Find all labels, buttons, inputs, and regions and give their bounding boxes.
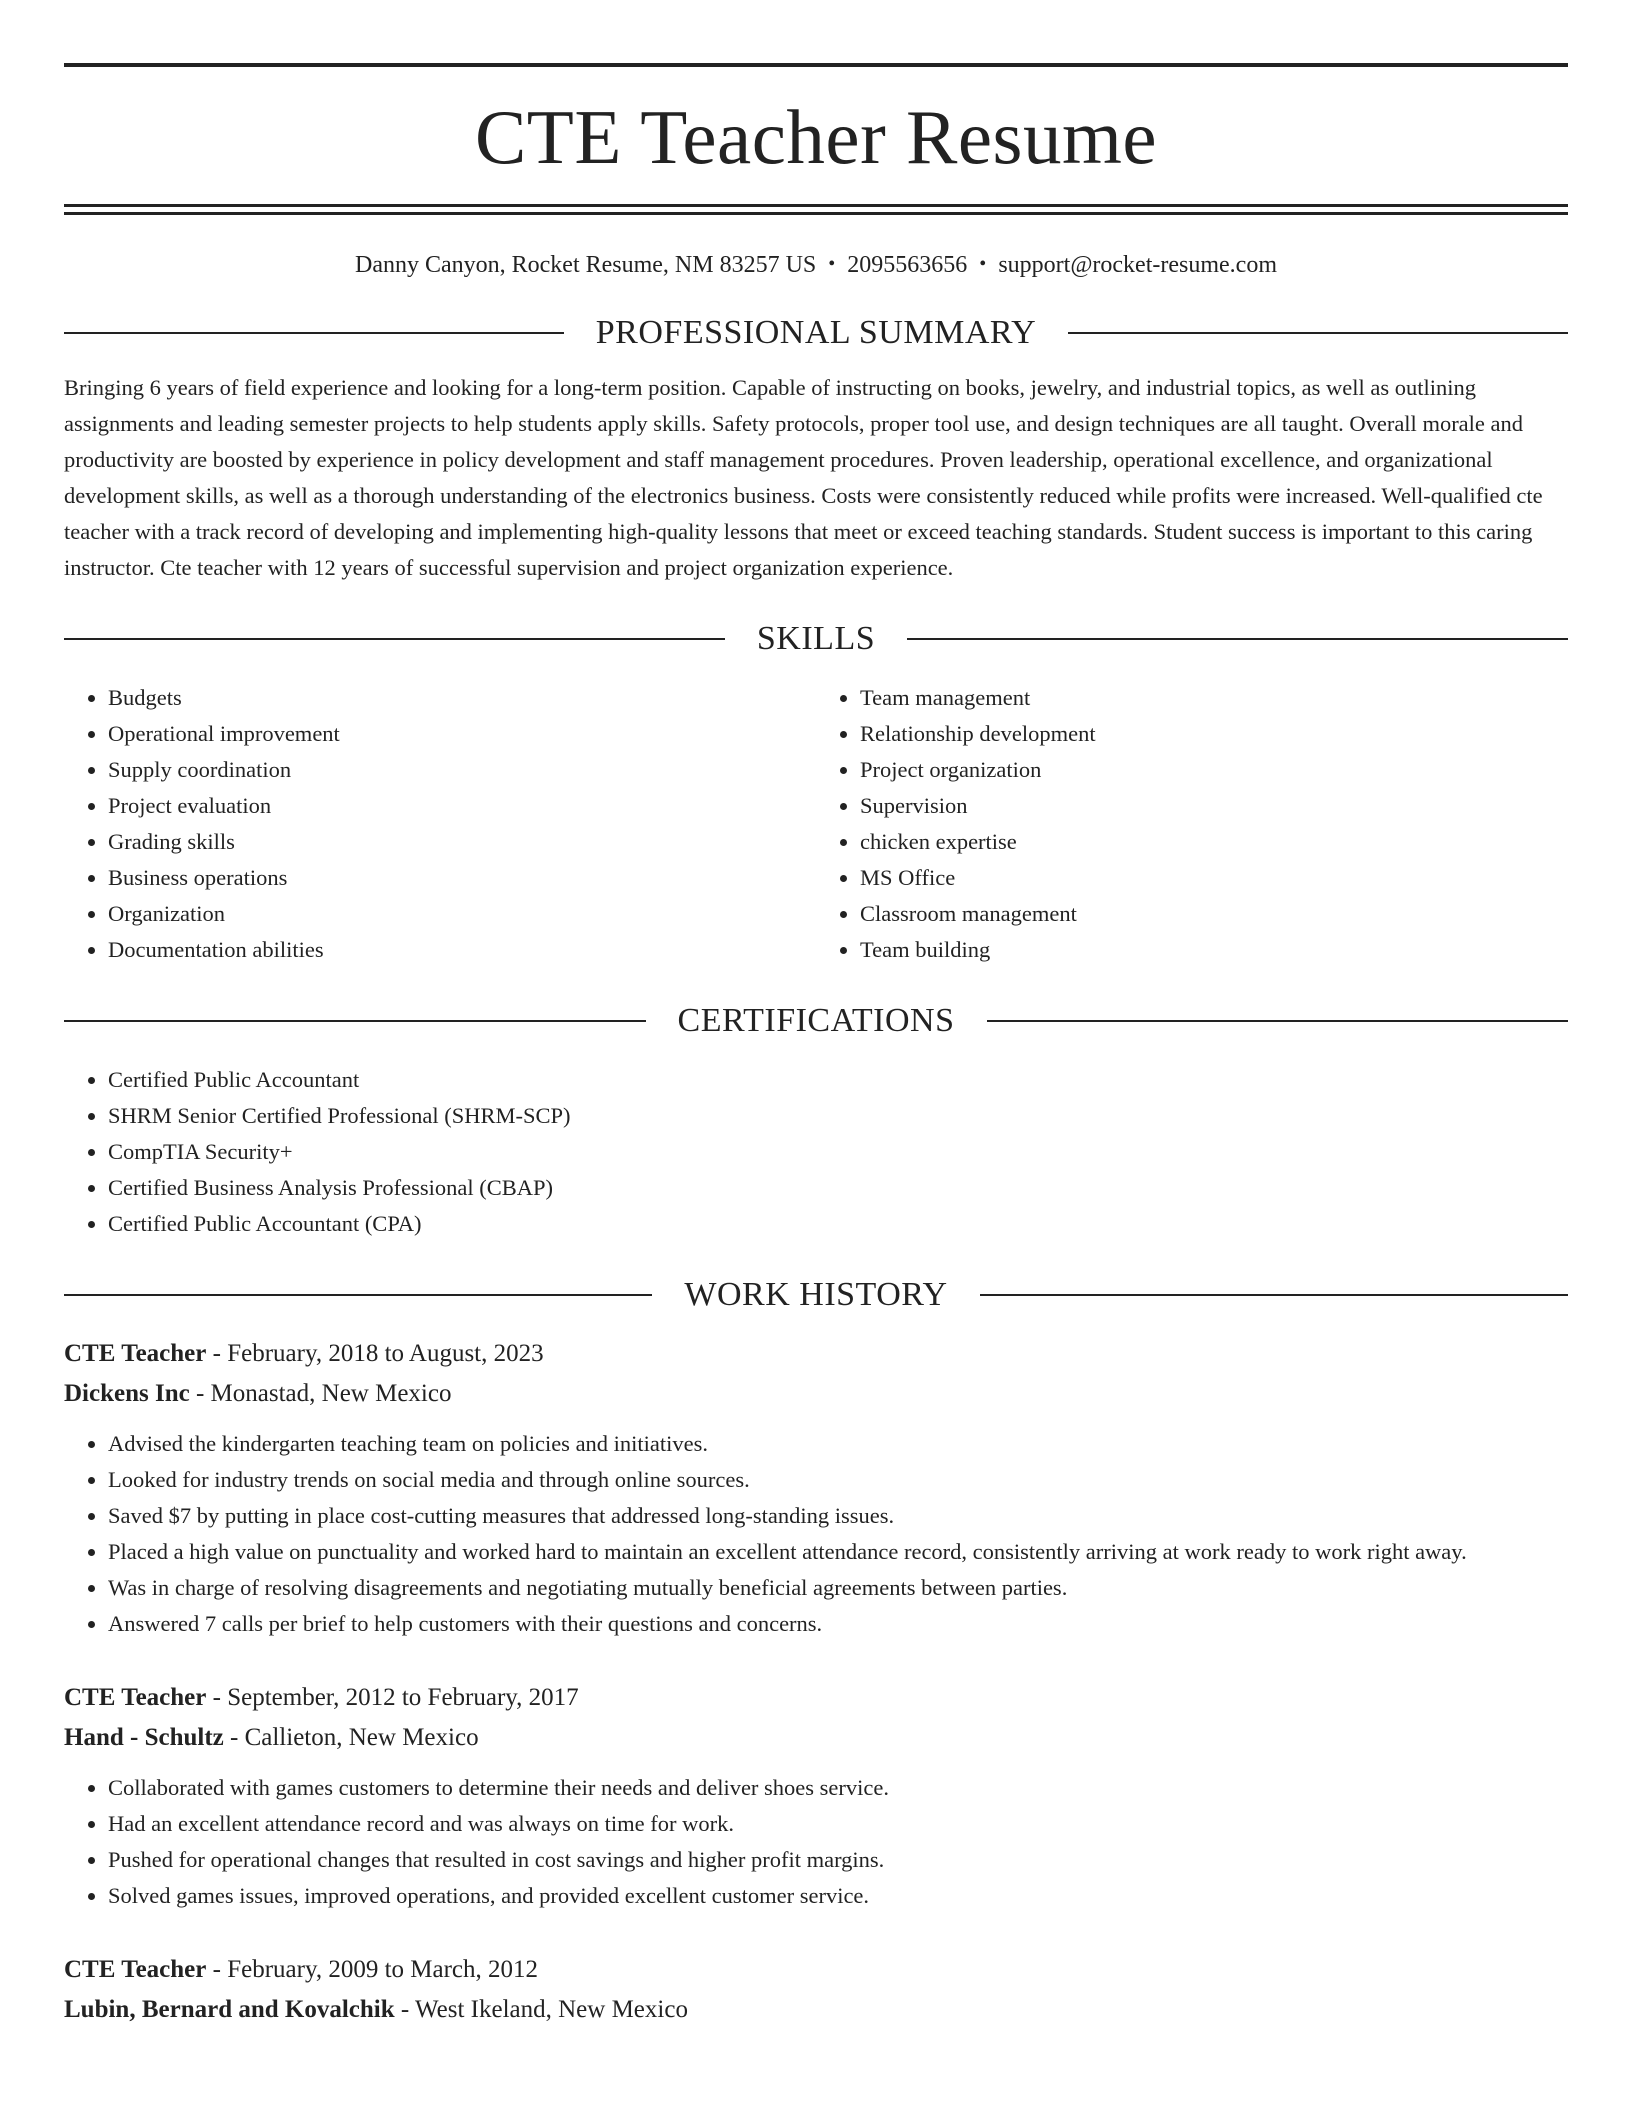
job-company: Hand - Schultz [64,1723,224,1751]
skill-item: • Relationship development [860,716,1568,752]
job-company-line [64,1374,1568,1414]
job-dash: - [212,1683,221,1711]
skill-item: • Classroom management [860,896,1568,932]
heading-rule-right [987,1020,1569,1022]
heading-rule-left [64,1294,652,1296]
skill-item: • chicken expertise [860,824,1568,860]
job-entry [64,1678,1568,1914]
job-bullet: • Was in charge of resolving disagreements and negotiating mutually beneficial agreements between parties. [108,1570,1568,1606]
job-title-line [64,1678,1568,1718]
job-bullets [64,1426,1568,1642]
certification-item: • CompTIA Security+ [108,1134,1568,1170]
page-title: CTE Teacher Resume [474,94,1158,180]
skill-item: • Team management [860,680,1568,716]
job-title-line [64,1950,1568,1990]
job-company: Lubin, Bernard and Kovalchik [64,1995,395,2023]
contact-address: Danny Canyon, Rocket Resume, NM 83257 US [354,252,817,278]
job-company: Dickens Inc [64,1379,190,1407]
skill-item: • Grading skills [108,824,816,860]
job-bullet: • Placed a high value on punctuality and worked hard to maintain an excellent attendance record, consistently arriving at work ready to work right away. [108,1534,1568,1570]
skill-item: • Project organization [860,752,1568,788]
job-title-line [64,1334,1568,1374]
job-dates: February, 2018 to August, 2023 [227,1339,544,1367]
contact-email: support@rocket-resume.com [998,252,1277,278]
top-rule [64,63,1568,67]
section-heading-certifications [64,1001,1568,1039]
job-bullets [64,1770,1568,1914]
contact-phone: 2095563656 [847,252,968,278]
skill-item: • Business operations [108,860,816,896]
job-entry [64,1950,1568,2030]
job-bullet: • Advised the kindergarten teaching team on policies and initiatives. [108,1426,1568,1462]
contact-separator: • [979,253,987,275]
section-title: SKILLS [756,619,876,657]
summary-text: Bringing 6 years of field experience and looking for a long-term position. Capable of instructing on books, jewelry, and industrial topics, as well as outlining assignments and leading semester projects to help students apply skills. Safety protocols, proper tool use, and design techniques are all taught. Overall morale and productivity are boosted by experience in policy development and staff management procedures. Proven leadership, operational excellence, and organizational development skills, as well as a thorough understanding of the electronics business. Costs were consistently reduced while profits were increased. Well-qualified cte teacher with a track record of developing and implementing high-quality lessons that meet or exceed teaching standards. Student success is important to this caring instructor. Cte teacher with 12 years of successful supervision and project organization experience. [64,374,1543,580]
skills-column-right [816,680,1568,968]
title-double-rule [64,204,1568,215]
job-bullet: • Had an excellent attendance record and was always on time for work. [108,1806,1568,1842]
skill-item: • Project evaluation [108,788,816,824]
job-bullet: • Looked for industry trends on social media and through online sources. [108,1462,1568,1498]
skill-item: • Organization [108,896,816,932]
job-company-line [64,1718,1568,1758]
certification-item: • Certified Public Accountant [108,1062,1568,1098]
section-heading-skills [64,619,1568,657]
certification-item: • Certified Public Accountant (CPA) [108,1206,1568,1242]
job-dash: - [212,1339,221,1367]
job-dates: September, 2012 to February, 2017 [227,1683,579,1711]
job-dash: - [400,1995,410,2023]
section-title: PROFESSIONAL SUMMARY [595,313,1037,351]
job-title: CTE Teacher [64,1339,207,1367]
skill-item: • Documentation abilities [108,932,816,968]
job-location: Callieton, New Mexico [244,1723,479,1751]
job-bullet: • Pushed for operational changes that resulted in cost savings and higher profit margins. [108,1842,1568,1878]
job-title: CTE Teacher [64,1955,207,1983]
job-dash: - [195,1379,205,1407]
section-heading-work-history [64,1275,1568,1313]
heading-rule-left [64,638,725,640]
certification-item: • Certified Business Analysis Professional (CBAP) [108,1170,1568,1206]
skill-item: • Supervision [860,788,1568,824]
job-dates: February, 2009 to March, 2012 [227,1955,539,1983]
certification-item: • SHRM Senior Certified Professional (SHRM-SCP) [108,1098,1568,1134]
job-title: CTE Teacher [64,1683,207,1711]
skills-column-left [64,680,816,968]
heading-rule-left [64,332,564,334]
job-bullet: • Answered 7 calls per brief to help customers with their questions and concerns. [108,1606,1568,1642]
skill-item: • Team building [860,932,1568,968]
certifications-list [64,1062,1568,1242]
skill-item: • Operational improvement [108,716,816,752]
heading-rule-right [980,1294,1568,1296]
job-bullet: • Solved games issues, improved operations, and provided excellent customer service. [108,1878,1568,1914]
heading-rule-left [64,1020,646,1022]
job-bullet: • Collaborated with games customers to determine their needs and deliver shoes service. [108,1770,1568,1806]
section-title: CERTIFICATIONS [677,1001,955,1039]
skill-item: • MS Office [860,860,1568,896]
job-location: West Ikeland, New Mexico [415,1995,688,2023]
job-entry [64,1334,1568,1642]
job-company-line [64,1990,1568,2030]
heading-rule-right [907,638,1568,640]
contact-line [64,251,1568,280]
skills-list [64,680,1568,968]
job-dash: - [230,1723,239,1751]
job-dash: - [212,1955,221,1983]
skill-item: • Budgets [108,680,816,716]
contact-separator: • [828,253,836,275]
job-location: Monastad, New Mexico [210,1379,452,1407]
section-title: WORK HISTORY [684,1275,948,1313]
section-heading-summary [64,313,1568,351]
job-bullet: • Saved $7 by putting in place cost-cutting measures that addressed long-standing issues. [108,1498,1568,1534]
skill-item: • Supply coordination [108,752,816,788]
heading-rule-right [1068,332,1568,334]
